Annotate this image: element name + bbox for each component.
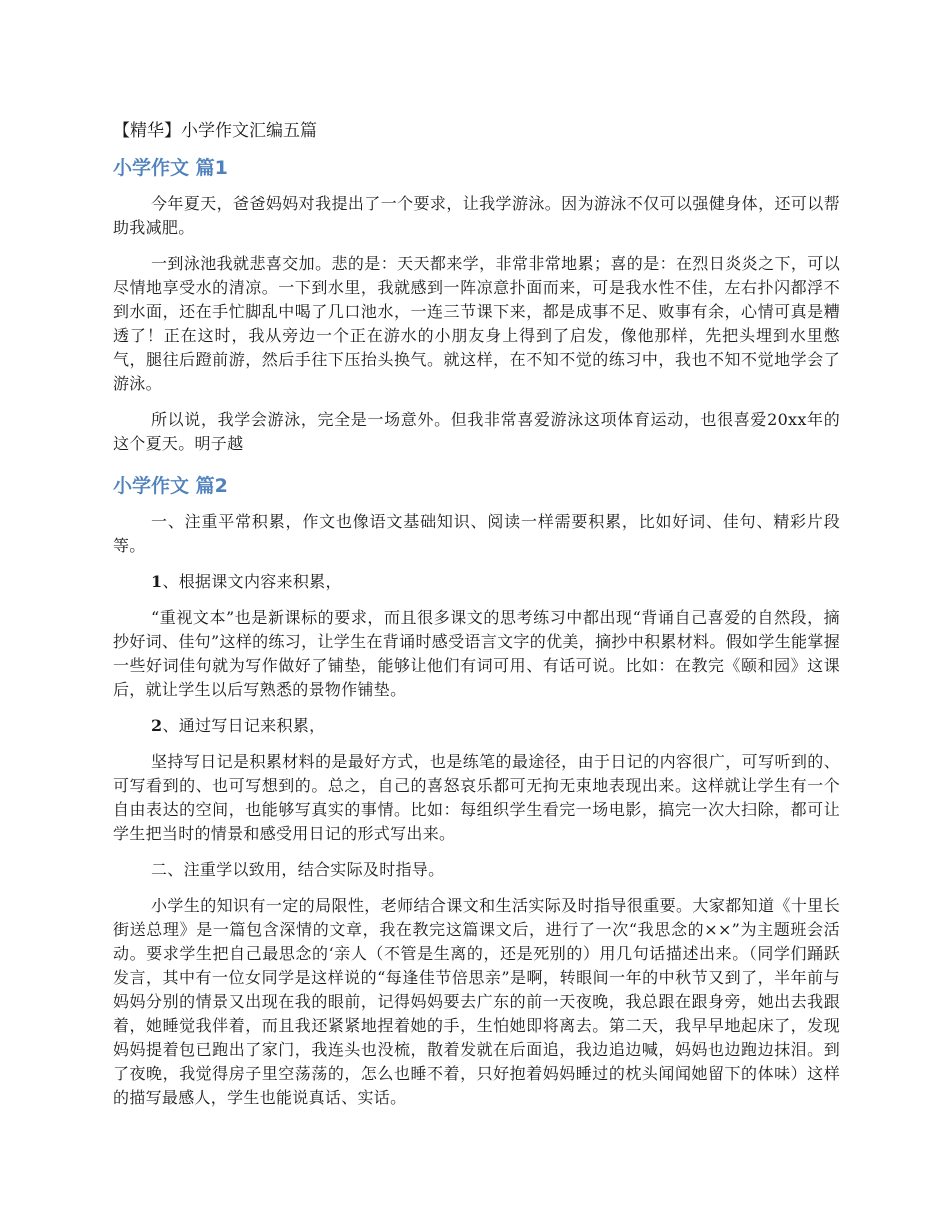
section-2-paragraph-4: 二、注重学以致用，结合实际及时指导。	[151, 860, 445, 879]
item-1-text: 、根据课文内容来积累，	[162, 572, 342, 591]
section-1	[113, 154, 840, 456]
item-2-number: 2	[151, 716, 163, 735]
section-2-paragraph-5: 小学生的知识有一定的局限性，老师结合课文和生活实际及时指导很重要。大家都知道《十里长街送总理》是一篇包含深情的文章，我在教完这篇课文后，进行了一次“我思念的××”为主题班会活动。要求学生把自己最思念的‘亲人（不管是生离的，还是死别的）用几句话描述出来。（同学们踊跃发言，其中有一位女同学是这样说的“每逢佳节倍思亲”是啊，转眼间一年的中秋节又到了，半年前与妈妈分别的情景又出现在我的眼前，记得妈妈要去广东的前一天夜晚，我总跟在跟身旁，她出去我跟着，她睡觉我伴着，而且我还紧紧地捏着她的手，生怕她即将离去。第二天，我早早地起床了，发现妈妈提着包已跑出了家门，我连头也没梳，散着发就在后面追，我边追边喊，妈妈也边跑边抹泪。到了夜晚，我觉得房子里空荡荡的，怎么也睡不着，只好抱着妈妈睡过的枕头闻闻她留下的体味）这样的描写最感人，学生也能说真话、实话。	[113, 896, 840, 1107]
section-2-paragraph-3: 坚持写日记是积累材料的是最好方式，也是练笔的最途径，由于日记的内容很广，可写听到的、可写看到的、也可写想到的。总之，自己的喜怒哀乐都可无拘无束地表现出来。这样就让学生有一个自由表达的空间，也能够写真实的事情。比如：每组织学生看完一场电影，搞完一次大扫除，都可让学生把当时的情景和感受用日记的形式写出来。	[113, 752, 840, 843]
section-2-item-1	[113, 570, 840, 594]
section-1-paragraph-3: 所以说，我学会游泳，完全是一场意外。但我非常喜爱游泳这项体育运动，也很喜爱20xx年的这个夏天。明子越	[113, 410, 840, 453]
item-2-text: 、通过写日记来积累，	[162, 716, 326, 735]
document-page	[113, 118, 840, 1122]
section-1-paragraph-1: 今年夏天，爸爸妈妈对我提出了一个要求，让我学游泳。因为游泳不仅可以强健身体，还可以帮助我减肥。	[113, 194, 840, 237]
section-2-paragraph-1: 一、注重平常积累，作文也像语文基础知识、阅读一样需要积累，比如好词、佳句、精彩片段等。	[113, 512, 840, 555]
item-1-number: 1	[151, 572, 163, 591]
section-2-item-2	[113, 714, 840, 738]
section-1-heading: 小学作文 篇1	[113, 157, 228, 179]
document-title: 【精华】小学作文汇编五篇	[113, 121, 317, 141]
section-1-paragraph-2: 一到泳池我就悲喜交加。悲的是：天天都来学，非常非常地累；喜的是：在烈日炎炎之下，可以尽情地享受水的清凉。一下到水里，我就感到一阵凉意扑面而来，可是我水性不佳，左右扑闪都浮不到水面，还在手忙脚乱中喝了几口池水，一连三节课下来，都是成事不足、败事有余，心情可真是糟透了！正在这时，我从旁边一个正在游水的小朋友身上得到了启发，像他那样，先把头埋到水里憋气，腿往后蹬前游，然后手往下压抬头换气。就这样，在不知不觉的练习中，我也不知不觉地学会了游泳。	[113, 254, 840, 393]
section-2-paragraph-2: “重视文本”也是新课标的要求，而且很多课文的思考练习中都出现“背诵自己喜爱的自然段，摘抄好词、佳句”这样的练习，让学生在背诵时感受语言文字的优美，摘抄中积累材料。假如学生能掌握一些好词佳句就为写作做好了铺垫，能够让他们有词可用、有话可说。比如：在教完《颐和园》这课后，就让学生以后写熟悉的景物作铺垫。	[113, 608, 840, 699]
section-2	[113, 472, 840, 1110]
section-2-heading: 小学作文 篇2	[113, 475, 228, 497]
